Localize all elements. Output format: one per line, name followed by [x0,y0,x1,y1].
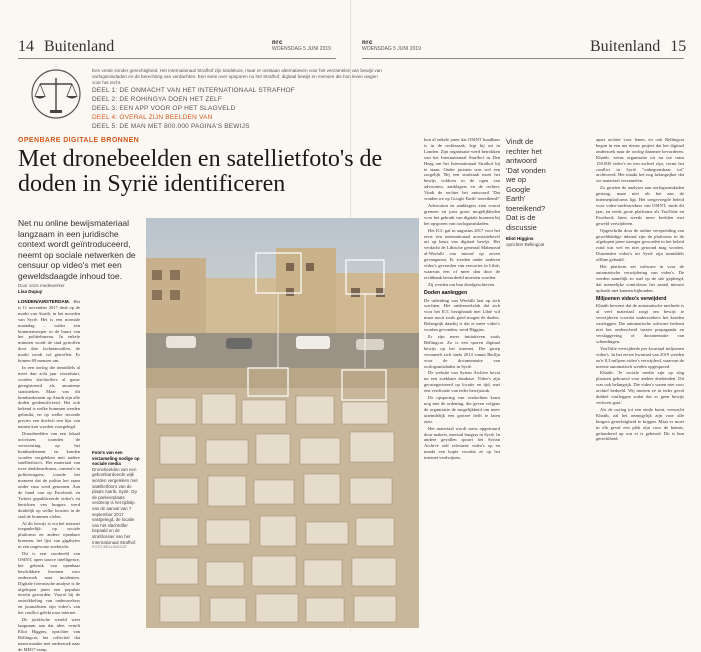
series-part-1: DEEL 1: DE ONMACHT VAN HET INTERNATIONAAL STRAFHOF [92,87,295,94]
dateline: LONDEN/AMSTERDAM. [18,299,70,304]
subheading-miljoenen-videos: Miljoenen video's verwijderd [596,295,667,302]
series-parts-list [92,86,332,131]
pull-quote-role: oprichter Bellingcat [506,242,545,247]
right-section-name: Buitenland [590,38,661,55]
series-part-5: DEEL 5: DE MAN MET 800.000 PAGINA'S BEWIJS [92,123,250,130]
pull-quote [506,137,548,248]
right-masthead: nrc WOENSDAG 5 JUNI 2019 [362,40,421,52]
left-section-name: Buitenland [44,38,115,55]
byline-name: Lisa Dupuy [18,289,43,294]
right-folio: Buitenland 15 [590,38,687,55]
article-headline: Met dronebeelden en satellietfoto's de doden in Syrië identificeren [18,146,383,197]
series-part-3: DEEL 3: EEN APP VOOR OP HET SLAGVELD [92,105,236,112]
body-column-1: LONDEN/AMSTERDAM. Het is 11 november 2017 druk op de markt van Atarib, in het noorden van Syrië. Het is een normale maandag – totdat een bommenwerper in de buurt van het politiebureau. In enkele minuten wordt de stad getroffen door drie luchtaanvallen, de markt wordt vol getroffen. Er komen 69 mensen om. In een oorlog die inmiddels al meer dan acht jaar voortduurt, worden slachtoffers al gauw geregistreerd als anonieme statistieken. Maar van dit bombardement op Atarib zijn alle doden geïdentificeerd. Het ook bekend is welke bommen werden gebruikt, en op welke seconde precies een doelwit een lijst van namen kon worden voorgelegd. Dronebeelden van een lokaal activisten toonden de verwoesting op het bombardement en konden worden vergeleken met nadere satellietfoto's. Het materiaal van twee dashboardcams, camera's in politiewagens, toonde het moment dat de politie het raam onder vuur werd genomen. Aan de hand van op Facebook en Twitter gepubliceerde video's en berichten van burgers werd duidelijk op welke locaties in de stad de bommen vielen. Al dit bewijs is via het internet toegankelijk: op sociale platforms en andere openbare bronnen, het lijst van gigabytes in een ongewone zoektocht. Dit is een voorbeeld van OSINT, open source intelligence, het gebruik van openbaar beschikbare bronnen voor onderzoek naar incidenten. Digitale forensische analyse is de afgelopen jaren een populair terrein geworden. Vooral bij de ontwikkeling van onderzoekers en journalisten zijn video's van het conflict gelekt naar internet. De juridische wereld weet langzaam aan dat idee, vertelt Eliot Higgins, oprichter van Bellingcat, het collectief dat naam maakte met onderzoek naar de MH17-ramp. [18,299,80,652]
article-intro: Net nu online bewijsmateriaal langzaam in een juridische context wordt geïntroduceerd, neemt op sociale netwerken de censuur op video's met een geweldsdaagde inhoud toe. [18,218,136,281]
photo-caption-title: Foto's van een verzameling nodige op sociale media [92,450,140,467]
series-part-2: DEEL 2: DE ROHINGYA DOEN HET ZELF [92,96,223,103]
body-column-2: kon al enkele jaren dat OSINT houdbaar is in de rechtszaak, legt hij uit in Londen. Zijn organisatie werd betrokken van het Internationaal Strafhof in Den Haag om het Internationaal Strafhof bij te staan. Onder juristen was wel een zorgelijk 'Bij een strafzaak moet het bewijs voldoen in de ogen van advocaten, aanklagers en de rechter. Vindt de rechter het antwoord 'Dat vonden we op Google Earth' toereikend?' Advocaten en aanklagers zien vooral grenzen en juist grote mogelijkheden voor het gebruik van digitale bronnen bij het opsporen van oorlogsmisdaden. Het ICC gaf in augustus 2017 voor het eerst een internationaal arrestatiebevel uit op basis van digitaal bewijs. Het verdacht de Libische generaal Mahmoud al-Werfalli van moord op zeven gevangenen. Er werden onder anderen video's gevonden van executies in Libië, waarvan een of meer dan door de rechtbank beoordeeld moesten worden. Zij werden om hun doodgeschreven. Doden aanleggen De uitleiding van Werfalli laat op zich wachten. Het onderzoekslab dat zich voor het ICC bezighoudt met Libië wil maar nooit zoals goed mogen de daders. Belangrijk daarbij is dat er meer video's worden gevonden, werd Higgins. Er zijn meer initiatieven zoals Bellingcat. Zo is een sporen digitaal bewijs op het internet. Die groep verzamelt zich sinds 2014 vanuit Berlijn voor de documentatie van oorlogsmisdaden in Syrië. De website van Syrian Archive bevat nu een zoekbare database. Video's zijn gecategoriseerd op locatie en tijd, met een verificatie van ieder bewijsstuk. De opsporing van verdachten komt nog met de ordening, die geven volgens de organisatie de mogelijkheid om meer uiteindelijk een grotere helft te laten zien. Het materiaal wordt soms opgestuurd door makers, meestal burgers in Syrië. In andere gevallen spoort het Syrian Archive zelf relevante video's op en maakt een kopie voordat ze op het internet verdwijnen. [424,137,500,461]
body-column-3: apart archief voor lenen, en ook Bellingcat begon in een net nieuw project dat het digitaal onderzoek naar de oorlog daarmee bevorderen. Khatib, wiens organisatie tot nu toe ruim 150.000 video's en een archief zijn, vormt het conflict in Syrië "onbegrensbaar tot" archiveerd. Het maakt het nog belangrijker dat we materiaal verzamelen. Zo groeien de analyses aan oorlogsmisdaden gestaag, maar niet als het aan de internetplatforms ligt. Het toegevoegde beleid voor video-onderzoekers van OSINT, sinds dit jaar, en reeds grote platforms als YouTube en Facebook laten steeds meer beelden met geweld verwijderen. Opgeschrikt door de online verspreiding van gewelddadige inhoud zijn de platforms in de afgelopen jaren strenger geworden in het beleid rond wat wel en niet getoond mag worden. Duizenden video's uit Syrië zijn inmiddels offline gehaald. Het platform zet software in voor de automatische verwijdering van video's. De werden namelijk zo snel op de site gepleegd, dat menselijke controleurs het aantal nieuwe uploads niet kunnen bijhouden. Miljoenen video's verwijderd Khatib beweert dat de automatische methode is al veel materiaal zorgt om bewijs te verwijderen voordat onderzoekers het konden vastleggen. Die automatische software herkent niet het onderscheid tussen propaganda en verslaggeving of documentatie van schendingen. YouTube verwijderde per kwartaal miljoenen video's. In het eerste kwartaal van 2019 werden zo'n 8,3 miljoen video's verwijderd, waarvan de meeste automatisch werden opgespoord. Khatib: 'Je sociale media zijn op slag plaatsen gebouwd voor andere doeleinden. Dit was ook belangrijk. Die video's waren niet voor archief bedoeld. Wij moeten ze in ieder geval dubbel vastleggen zodat dat er geen bewijs verloren gaat.' Als de oorlog tot een einde komt, verwacht Khatib, zal het onmogelijk zijn voor alle burgers gerechtigheid te krijgen. Maar er moet in elk geval een plek zijn voor de kennis, gefundeerd op wat er is gebeurd. Dit is hun gerechtheid. [596,137,684,442]
scales-of-justice-icon [26,68,86,120]
right-header-rule [362,58,684,59]
pull-quote-text: Vindt de rechter het antwoord 'Dat vonden we op Google Earth' toereikend? Dat is de discussie [506,137,546,232]
article-kicker: OPENBARE DIGITALE BRONNEN [18,137,140,144]
photo-caption: Foto's van een verzameling nodige op sociale media Dronebeelden van een gebombardeerde wijk worden vergeleken met satellietfoto's van de plaats Atarib, Syrië. Op de parkeerplaats verderop is het tijdstip van de aanval van 7 september 2017 vastgelegd, de locatie van het slachtoffer bepaald en de strafdossier van het Internationaal Strafhof. FOTO BELLINGCAT [92,450,142,551]
byline-label: Door onze medewerker [18,283,65,288]
subheading-doden-aanleggen: Doden aanleggen [424,289,468,296]
left-header-rule [18,58,336,59]
left-masthead: nrc WOENSDAG 5 JUNI 2019 [272,40,331,52]
satellite-drone-photo [146,218,419,628]
pull-quote-name: Eliot Higgins [506,236,534,241]
byline [18,283,146,295]
left-folio: 14 Buitenland [18,38,115,55]
series-part-4-current: DEEL 4: OVERAL ZIJN BEELDEN VAN [92,114,213,121]
series-intro: Een vrede zonder gerechtigheid. Het Internationaal Strafhof zijn tandeloos, maar er ontstaan alternatieven voor het verzamelen van bewijs van oorlogsmisdaden en de berechting van verdachten. Een serie over opsporen nu het Strafhof, digitaal bewijs en mensen die hun leven wagen voor het recht. [92,68,382,85]
photo-credit: FOTO BELLINGCAT [92,545,127,550]
